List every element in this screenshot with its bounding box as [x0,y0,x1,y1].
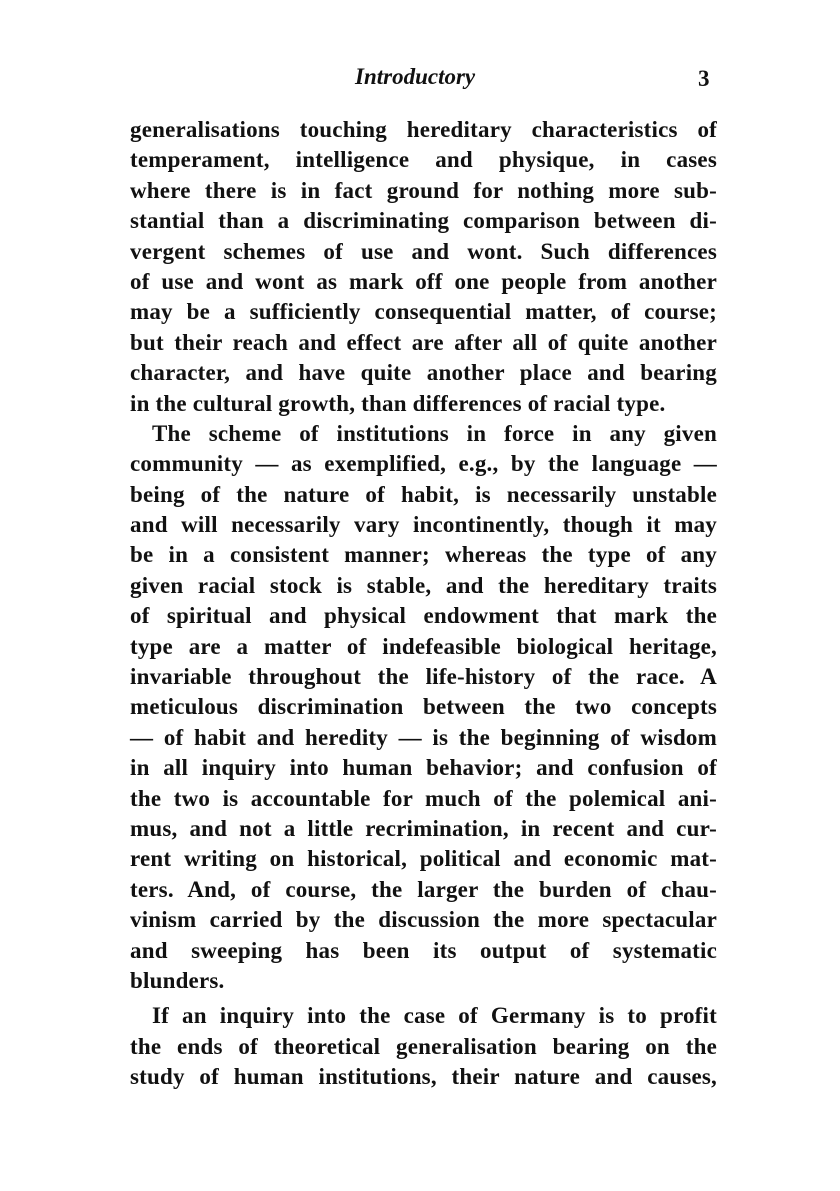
text-line: ters. And, of course, the larger the burden of chau- [130,876,717,902]
text-line: invariable throughout the life-history of the race. A [130,664,717,690]
text-line: mus, and not a little recrimination, in recent and cur- [130,815,717,841]
text-line: be in a consistent manner; whereas the type of any [130,542,717,568]
text-line: generalisations touching hereditary characteristics of [130,117,717,142]
text-line: meticulous discrimination between the two concepts [130,694,717,720]
text-line: the ends of theoretical generalisation bearing on the [130,1033,717,1059]
text-line: blunders. [130,967,225,993]
text-line: where there is in fact ground for nothing more sub- [130,177,717,203]
text-line: given racial stock is stable, and the hereditary traits [130,572,717,598]
paragraph-1 [130,115,717,419]
text-line: type are a matter of indefeasible biological heritage, [130,633,717,659]
running-title: Introductory [355,64,476,89]
text-line: vergent schemes of use and wont. Such differences [130,238,717,264]
page-number: 3 [698,66,710,91]
text-line: of use and wont as mark off one people from another [130,268,717,294]
text-line: community — as exemplified, e.g., by the language — [130,451,717,477]
text-line: character, and have quite another place and bearing [130,360,717,386]
text-line: the two is accountable for much of the polemical ani- [130,785,717,811]
text-line: in all inquiry into human behavior; and confusion of [130,755,717,781]
text-line: and will necessarily vary incontinently, though it may [130,512,717,538]
body-text [130,115,717,1093]
paragraph-3 [130,1001,717,1092]
text-line: vinism carried by the discussion the more spectacular [130,907,717,933]
paragraph-2 [130,419,717,996]
text-line: The scheme of institutions in force in any given [152,420,717,446]
text-line: If an inquiry into the case of Germany is to profit [152,1003,717,1029]
text-line: rent writing on historical, political and economic mat- [130,846,717,872]
text-line: being of the nature of habit, is necessarily unstable [130,481,717,507]
text-line: of spiritual and physical endowment that mark the [130,603,717,629]
text-line: and sweeping has been its output of systematic [130,937,717,963]
text-line: stantial than a discriminating comparison between di- [130,208,717,234]
text-line: may be a sufficiently consequential matter, of course; [130,299,717,325]
text-line: temperament, intelligence and physique, in cases [130,147,717,173]
text-line: but their reach and effect are after all of quite another [130,329,717,355]
running-head [0,64,840,96]
text-line: in the cultural growth, than differences of racial type. [130,390,666,416]
text-line: — of habit and heredity — is the beginning of wisdom [130,724,717,750]
text-line: study of human institutions, their nature and causes, [130,1064,717,1090]
